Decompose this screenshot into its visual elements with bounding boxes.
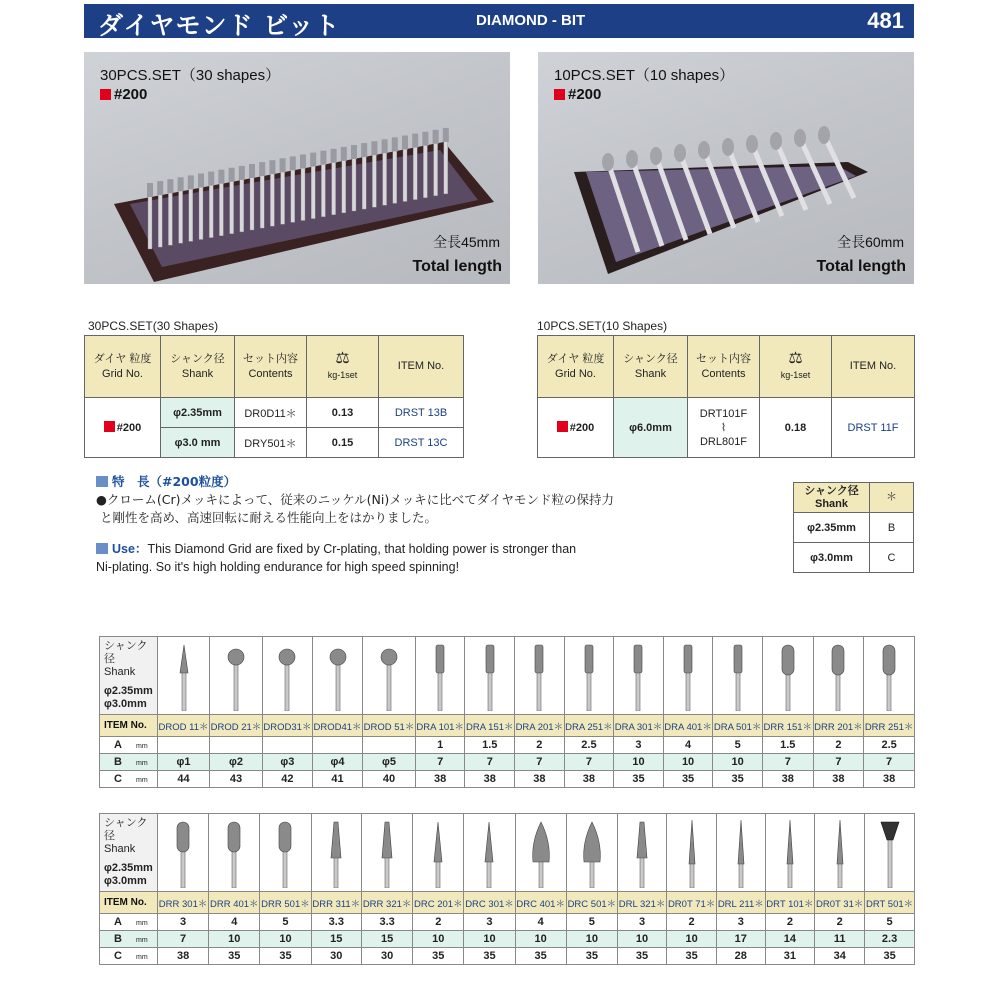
dim-value: 5 bbox=[566, 914, 617, 931]
dim-value: 35 bbox=[614, 771, 664, 788]
bit-image bbox=[415, 637, 465, 715]
dim-value: φ5 bbox=[363, 754, 416, 771]
photo-30pcs-set bbox=[84, 52, 510, 284]
dim-value bbox=[262, 737, 312, 754]
tray-bit-head bbox=[188, 175, 194, 189]
bit-shape-icon bbox=[622, 816, 662, 888]
grid-value: #200 bbox=[538, 398, 614, 458]
tray-bit-head bbox=[300, 155, 306, 169]
item-no: DRR 151＊ bbox=[762, 715, 813, 737]
dim-label-a: A mm bbox=[100, 737, 158, 754]
dim-value: 15 bbox=[362, 931, 413, 948]
bit-shape-icon bbox=[521, 816, 561, 888]
bit-image bbox=[765, 814, 815, 892]
legend-value: C bbox=[870, 543, 914, 573]
bit-image bbox=[667, 814, 717, 892]
tray-bit-head bbox=[443, 128, 449, 142]
dim-value: 10 bbox=[713, 754, 763, 771]
bit-shape-icon bbox=[367, 816, 407, 888]
dim-value: 7 bbox=[564, 754, 614, 771]
tray-bit-head bbox=[371, 141, 377, 155]
dim-value: 38 bbox=[515, 771, 565, 788]
tray-bit-head bbox=[280, 158, 286, 172]
feature-line: ●クローム(Cr)メッキによって、従来のニッケル(Ni)メッキに比べてダイヤモンド粒の保持力 bbox=[96, 492, 614, 507]
dim-value: 14 bbox=[765, 931, 815, 948]
shank-label: シャンク径 Shank φ2.35mm φ3.0mm bbox=[100, 637, 158, 715]
bit-image bbox=[312, 637, 362, 715]
bits-table-1 bbox=[99, 636, 915, 788]
header-title-jp: ダイヤモンド ビット bbox=[98, 11, 341, 40]
dim-value: 7 bbox=[158, 931, 209, 948]
grid-header: ダイヤ 粒度 Grid No. bbox=[538, 336, 614, 398]
bit-shape-icon bbox=[265, 816, 305, 888]
dim-value: φ2 bbox=[210, 754, 263, 771]
bit-image bbox=[564, 637, 614, 715]
dim-value: φ3 bbox=[262, 754, 312, 771]
bit-shape-icon bbox=[869, 639, 909, 711]
dim-value: 43 bbox=[210, 771, 263, 788]
grid-value: #200 bbox=[85, 398, 161, 458]
set10-table bbox=[537, 335, 915, 458]
dim-value: 35 bbox=[566, 948, 617, 965]
dim-value: 7 bbox=[465, 754, 515, 771]
legend-key: φ2.35mm bbox=[794, 513, 870, 543]
item-no: DRR 401＊ bbox=[209, 892, 260, 914]
dim-value: 7 bbox=[813, 754, 864, 771]
bit-image bbox=[465, 637, 515, 715]
shank-value: φ3.0 mm bbox=[161, 428, 235, 458]
item-no: DRR 311＊ bbox=[311, 892, 361, 914]
dim-value: 34 bbox=[815, 948, 865, 965]
bit-image bbox=[158, 814, 209, 892]
dim-label-c: C mm bbox=[100, 771, 158, 788]
tray-bit-head bbox=[698, 141, 710, 159]
bit-shape-icon bbox=[721, 816, 761, 888]
item-no-label: ITEM No. bbox=[100, 892, 158, 914]
photo-grit: #200 bbox=[100, 86, 147, 103]
dim-value: 35 bbox=[713, 771, 763, 788]
bit-image bbox=[717, 814, 765, 892]
tray-bit-head bbox=[341, 147, 347, 161]
item-no: DROD41＊ bbox=[312, 715, 362, 737]
dim-value: 2 bbox=[515, 737, 565, 754]
contents-value: DRY501＊ bbox=[235, 428, 307, 458]
weight-header: ⚖ kg-1set bbox=[760, 336, 832, 398]
dim-value: 3.3 bbox=[311, 914, 361, 931]
tray-bit-head bbox=[208, 172, 214, 186]
bits-table-2 bbox=[99, 813, 915, 965]
dim-value: 40 bbox=[363, 771, 416, 788]
dim-label-a: A mm bbox=[100, 914, 158, 931]
dim-value: 10 bbox=[260, 931, 311, 948]
dim-value: 2.5 bbox=[564, 737, 614, 754]
item-header: ITEM No. bbox=[379, 336, 464, 398]
use-line: Ni-plating. So it's high holding endurance for high speed spinning! bbox=[96, 560, 460, 574]
dim-value: 7 bbox=[864, 754, 915, 771]
dim-value bbox=[158, 737, 210, 754]
tray-bit-head bbox=[157, 181, 163, 195]
use-line: This Diamond Grid are fixed by Cr-plating, that holding power is stronger than bbox=[147, 542, 577, 556]
dim-value: 3 bbox=[614, 737, 664, 754]
bit-image bbox=[362, 814, 413, 892]
use-section bbox=[96, 540, 736, 576]
bit-shape-icon bbox=[519, 639, 559, 711]
item-no: DRR 321＊ bbox=[362, 892, 413, 914]
item-header: ITEM No. bbox=[832, 336, 915, 398]
weight-header: ⚖ kg-1set bbox=[307, 336, 379, 398]
tray-bit-head bbox=[674, 144, 686, 162]
bit-shape-icon bbox=[470, 639, 510, 711]
dim-value: 30 bbox=[311, 948, 361, 965]
dim-value: 42 bbox=[262, 771, 312, 788]
bit-image bbox=[617, 814, 666, 892]
dim-value: 17 bbox=[717, 931, 765, 948]
dim-value: 7 bbox=[515, 754, 565, 771]
item-no: DRC 301＊ bbox=[464, 892, 515, 914]
dim-value: 3 bbox=[717, 914, 765, 931]
dim-value: 10 bbox=[663, 754, 713, 771]
dim-label-b: B mm bbox=[100, 754, 158, 771]
tray-bit-head bbox=[310, 153, 316, 167]
bit-shape-icon bbox=[768, 639, 808, 711]
bit-image bbox=[713, 637, 763, 715]
bit-image bbox=[464, 814, 515, 892]
tray-bit-head bbox=[382, 139, 388, 153]
photo-title: 30PCS.SET（30 shapes） bbox=[100, 67, 281, 84]
dim-value: 3 bbox=[617, 914, 666, 931]
shank-label: シャンク径 Shank φ2.35mm φ3.0mm bbox=[100, 814, 158, 892]
photo-grit: #200 bbox=[554, 86, 601, 103]
tray-bit-head bbox=[178, 177, 184, 191]
dim-value: 2 bbox=[765, 914, 815, 931]
dim-value: 35 bbox=[663, 771, 713, 788]
set30-caption: 30PCS.SET(30 Shapes) bbox=[88, 319, 219, 333]
item-no: DRA 201＊ bbox=[515, 715, 565, 737]
dim-value: 11 bbox=[815, 931, 865, 948]
item-no: DRA 401＊ bbox=[663, 715, 713, 737]
dim-value: 3 bbox=[464, 914, 515, 931]
bit-shape-icon bbox=[820, 816, 860, 888]
length-jp: 全長45mm bbox=[433, 234, 500, 250]
item-no: DRA 151＊ bbox=[465, 715, 515, 737]
dim-value: 10 bbox=[566, 931, 617, 948]
contents-header: セット内容 Contents bbox=[688, 336, 760, 398]
contents-value: DR0D11＊ bbox=[235, 398, 307, 428]
bit-image bbox=[865, 814, 915, 892]
dim-value: 1 bbox=[415, 737, 465, 754]
tray-bit-head bbox=[320, 151, 326, 165]
item-value: DRST 13C bbox=[379, 428, 464, 458]
bit-shape-icon bbox=[318, 639, 358, 711]
bit-shape-icon bbox=[420, 639, 460, 711]
dim-value: 5 bbox=[865, 914, 915, 931]
tray-bit-head bbox=[218, 170, 224, 184]
bit-shape-icon bbox=[164, 639, 204, 711]
item-no: DRL 321＊ bbox=[617, 892, 666, 914]
use-heading: Use： bbox=[112, 542, 148, 556]
tray-bit-head bbox=[412, 134, 418, 148]
bit-image bbox=[363, 637, 416, 715]
dim-value: 3 bbox=[158, 914, 209, 931]
bit-image bbox=[515, 814, 566, 892]
tray-bit-head bbox=[402, 136, 408, 150]
page-number: 481 bbox=[867, 8, 904, 33]
dim-value: 2 bbox=[815, 914, 865, 931]
tray-bit-head bbox=[746, 135, 758, 153]
item-no: DRC 501＊ bbox=[566, 892, 617, 914]
item-no: DRA 101＊ bbox=[415, 715, 465, 737]
item-no: DRA 501＊ bbox=[713, 715, 763, 737]
dim-value: 35 bbox=[617, 948, 666, 965]
tray-bit-head bbox=[794, 129, 806, 147]
dim-value: 10 bbox=[413, 931, 464, 948]
bit-shape-icon bbox=[469, 816, 509, 888]
bit-image bbox=[413, 814, 464, 892]
dim-value bbox=[363, 737, 416, 754]
bit-shape-icon bbox=[418, 816, 458, 888]
weight-value: 0.15 bbox=[307, 428, 379, 458]
item-no: DR0T 71＊ bbox=[667, 892, 717, 914]
shank-header: シャンク径 Shank bbox=[161, 336, 235, 398]
tray-bit-head bbox=[602, 153, 614, 171]
dim-value: 10 bbox=[464, 931, 515, 948]
bit-image bbox=[515, 637, 565, 715]
tray-bit-head bbox=[167, 179, 173, 193]
item-no: DRT 501＊ bbox=[865, 892, 915, 914]
set10-caption: 10PCS.SET(10 Shapes) bbox=[537, 319, 668, 333]
item-no: DROD 11＊ bbox=[158, 715, 210, 737]
dim-value: 4 bbox=[209, 914, 260, 931]
tray-bit-head bbox=[650, 147, 662, 165]
dim-value: 5 bbox=[260, 914, 311, 931]
dim-value: 38 bbox=[465, 771, 515, 788]
item-no: DRR 251＊ bbox=[864, 715, 915, 737]
tray-bit-head bbox=[239, 166, 245, 180]
bit-image bbox=[813, 637, 864, 715]
dim-value: 38 bbox=[158, 948, 209, 965]
bit-image bbox=[815, 814, 865, 892]
square-icon bbox=[96, 476, 108, 487]
shank-value: φ2.35mm bbox=[161, 398, 235, 428]
item-no: DRA 251＊ bbox=[564, 715, 614, 737]
feature-heading: 特 長（#200粒度） bbox=[96, 473, 736, 491]
item-no: DROD 51＊ bbox=[363, 715, 416, 737]
item-no: DRR 201＊ bbox=[813, 715, 864, 737]
bit-shape-icon bbox=[770, 816, 810, 888]
item-no: DROD 21＊ bbox=[210, 715, 263, 737]
dim-value: 10 bbox=[209, 931, 260, 948]
dim-value: 4 bbox=[515, 914, 566, 931]
dim-value: 2 bbox=[667, 914, 717, 931]
contents-header: セット内容 Contents bbox=[235, 336, 307, 398]
dim-value: 35 bbox=[209, 948, 260, 965]
bit-shape-icon bbox=[216, 639, 256, 711]
dim-value: 2 bbox=[813, 737, 864, 754]
feature-section bbox=[96, 473, 736, 527]
dim-value: 38 bbox=[415, 771, 465, 788]
tray-bit-head bbox=[259, 162, 265, 176]
tray-bit-head bbox=[147, 183, 153, 197]
tray-bit-head bbox=[229, 168, 235, 182]
dim-value: 10 bbox=[667, 931, 717, 948]
dim-value: 35 bbox=[413, 948, 464, 965]
dim-value: 10 bbox=[515, 931, 566, 948]
dim-value: 10 bbox=[614, 754, 664, 771]
bit-image bbox=[311, 814, 361, 892]
weight-value: 0.13 bbox=[307, 398, 379, 428]
bit-image bbox=[864, 637, 915, 715]
tray-bit-head bbox=[626, 150, 638, 168]
dim-value: 38 bbox=[762, 771, 813, 788]
dim-value: 31 bbox=[765, 948, 815, 965]
dim-label-c: C mm bbox=[100, 948, 158, 965]
bit-shape-icon bbox=[618, 639, 658, 711]
dim-value bbox=[312, 737, 362, 754]
tray-bit-head bbox=[361, 143, 367, 157]
tray-bit-head bbox=[269, 160, 275, 174]
tray-bit-head bbox=[770, 132, 782, 150]
dim-value bbox=[210, 737, 263, 754]
bit-image bbox=[209, 814, 260, 892]
item-no: DRR 301＊ bbox=[158, 892, 209, 914]
dim-value: 38 bbox=[813, 771, 864, 788]
dim-label-b: B mm bbox=[100, 931, 158, 948]
bit-shape-icon bbox=[316, 816, 356, 888]
scale-icon: ⚖ bbox=[335, 349, 350, 367]
tray-bit-head bbox=[722, 138, 734, 156]
tray-bit-head bbox=[422, 132, 428, 146]
bit-shape-icon bbox=[718, 639, 758, 711]
dim-value: 7 bbox=[415, 754, 465, 771]
dim-value: 2.3 bbox=[865, 931, 915, 948]
item-value: DRST 11F bbox=[832, 398, 915, 458]
dim-value: φ4 bbox=[312, 754, 362, 771]
shank-value: φ6.0mm bbox=[614, 398, 688, 458]
tray-bit-head bbox=[392, 137, 398, 151]
dim-value: 38 bbox=[564, 771, 614, 788]
tray-bit-head bbox=[351, 145, 357, 159]
dim-value: 15 bbox=[311, 931, 361, 948]
set30-table bbox=[84, 335, 464, 458]
item-no: DRT 101＊ bbox=[765, 892, 815, 914]
contents-value: DRT101F ⌇ DRL801F bbox=[688, 398, 760, 458]
bit-image bbox=[566, 814, 617, 892]
tray-bit-head bbox=[249, 164, 255, 178]
bit-shape-icon bbox=[369, 639, 409, 711]
photo-10pcs-set bbox=[538, 52, 914, 284]
dim-value: 7 bbox=[762, 754, 813, 771]
dim-value: 1.5 bbox=[465, 737, 515, 754]
scale-icon: ⚖ bbox=[788, 349, 803, 367]
legend-value: B bbox=[870, 513, 914, 543]
tray-bit-head bbox=[198, 174, 204, 188]
bit-shape-icon bbox=[818, 639, 858, 711]
shank-header: シャンク径 Shank bbox=[614, 336, 688, 398]
dim-value: 10 bbox=[617, 931, 666, 948]
dim-value: 28 bbox=[717, 948, 765, 965]
bit-shape-icon bbox=[572, 816, 612, 888]
tray-bit-head bbox=[331, 149, 337, 163]
legend-key: φ3.0mm bbox=[794, 543, 870, 573]
dim-value: 35 bbox=[260, 948, 311, 965]
item-no: DRL 211＊ bbox=[717, 892, 765, 914]
feature-line: と剛性を高め、高速回転に耐える性能向上をはかりました。 bbox=[100, 510, 438, 525]
item-no: DR0T 31＊ bbox=[815, 892, 865, 914]
dim-value: 2 bbox=[413, 914, 464, 931]
bit-image bbox=[262, 637, 312, 715]
shank-legend bbox=[793, 482, 914, 573]
item-no: DROD31＊ bbox=[262, 715, 312, 737]
square-icon bbox=[96, 543, 108, 554]
bit-image bbox=[158, 637, 210, 715]
bit-image bbox=[663, 637, 713, 715]
dim-value: 44 bbox=[158, 771, 210, 788]
header-title-en: DIAMOND - BIT bbox=[476, 12, 586, 29]
bit-image bbox=[762, 637, 813, 715]
dim-value: 38 bbox=[864, 771, 915, 788]
item-value: DRST 13B bbox=[379, 398, 464, 428]
dim-value: 35 bbox=[865, 948, 915, 965]
bit-image bbox=[260, 814, 311, 892]
dim-value: 2.5 bbox=[864, 737, 915, 754]
dim-value: 35 bbox=[667, 948, 717, 965]
dim-value: 3.3 bbox=[362, 914, 413, 931]
dim-value: φ1 bbox=[158, 754, 210, 771]
dim-value: 1.5 bbox=[762, 737, 813, 754]
item-no: DRR 501＊ bbox=[260, 892, 311, 914]
item-no-label: ITEM No. bbox=[100, 715, 158, 737]
tray-bit-head bbox=[818, 126, 830, 144]
bit-shape-icon bbox=[870, 816, 910, 888]
bit-image bbox=[614, 637, 664, 715]
bit-shape-icon bbox=[569, 639, 609, 711]
item-no: DRA 301＊ bbox=[614, 715, 664, 737]
grid-header: ダイヤ 粒度 Grid No. bbox=[85, 336, 161, 398]
length-en: Total length bbox=[412, 258, 502, 275]
length-en: Total length bbox=[816, 258, 906, 275]
dim-value: 5 bbox=[713, 737, 763, 754]
weight-value: 0.18 bbox=[760, 398, 832, 458]
tray-bit-head bbox=[290, 156, 296, 170]
page-header bbox=[84, 4, 914, 38]
bit-image bbox=[210, 637, 263, 715]
dim-value: 41 bbox=[312, 771, 362, 788]
photo-title: 10PCS.SET（10 shapes） bbox=[554, 67, 735, 84]
tray-bit-head bbox=[433, 130, 439, 144]
bit-shape-icon bbox=[267, 639, 307, 711]
length-jp: 全長60mm bbox=[837, 234, 904, 250]
bit-shape-icon bbox=[163, 816, 203, 888]
legend-header: シャンク径 Shank bbox=[794, 483, 870, 513]
legend-header-mark: ＊ bbox=[870, 483, 914, 513]
item-no: DRC 401＊ bbox=[515, 892, 566, 914]
dim-value: 30 bbox=[362, 948, 413, 965]
dim-value: 35 bbox=[515, 948, 566, 965]
bit-shape-icon bbox=[672, 816, 712, 888]
item-no: DRC 201＊ bbox=[413, 892, 464, 914]
dim-value: 35 bbox=[464, 948, 515, 965]
dim-value: 4 bbox=[663, 737, 713, 754]
bit-shape-icon bbox=[668, 639, 708, 711]
bit-shape-icon bbox=[214, 816, 254, 888]
